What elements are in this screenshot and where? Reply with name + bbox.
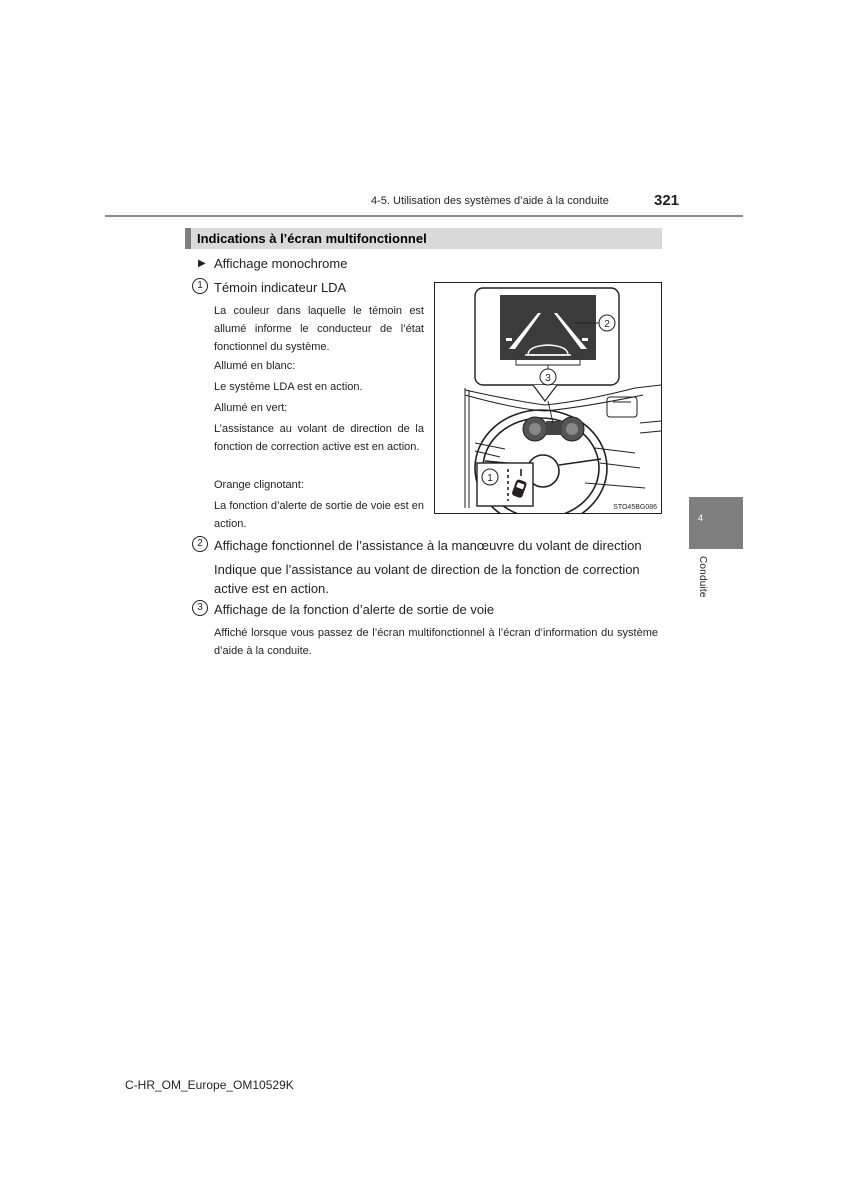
item-2-text: Indique que l’assistance au volant de direction de la fonction de correction active est en action. [214, 562, 640, 596]
page-number: 321 [654, 192, 680, 209]
header-rule [105, 215, 743, 217]
item-3-text: Affiché lorsque vous passez de l’écran multifonctionnel à l’écran d’information du système d’aide à la conduite. [214, 627, 658, 657]
item-1-text-green: L’assistance au volant de direction de la fonction de correction active est en action. [214, 423, 424, 453]
mid-screen [500, 295, 596, 360]
section-heading-accent [185, 228, 191, 249]
dashboard-figure [434, 282, 662, 514]
callout-2-label: 2 [604, 319, 610, 330]
section-heading-title: Indications à l’écran multifonctionnel [197, 231, 427, 246]
bullet-text: Affichage monochrome [214, 256, 348, 271]
item-3-title: Affichage de la fonction d’alerte de sortie de voie [214, 602, 495, 617]
section-heading [185, 228, 662, 249]
item-1-label-orange: Orange clignotant: [214, 479, 304, 491]
figure-code: STO45BG086 [613, 504, 657, 511]
item-1-marker: 1 [192, 278, 208, 294]
callout-1-label: 1 [487, 473, 493, 484]
dashboard-illustration [435, 283, 661, 513]
item-2-marker: 2 [192, 536, 208, 552]
chapter-tab-label: Conduite [697, 556, 708, 598]
callout-3-label: 3 [545, 373, 551, 384]
item-1-label-green: Allumé en vert: [214, 402, 288, 414]
instrument-cluster [523, 417, 584, 441]
item-1-text-white: Le système LDA est en action. [214, 381, 363, 393]
item-1-paragraph: La couleur dans laquelle le témoin est allumé informe le conducteur de l’état fonctionnel du système. [214, 305, 424, 353]
header-section-title: 4-5. Utilisation des systèmes d’aide à la conduite [371, 195, 609, 207]
chapter-tab-number: 4 [698, 513, 704, 523]
item-1-text-orange: La fonction d’alerte de sortie de voie est en action. [214, 500, 424, 530]
item-1-label-white: Allumé en blanc: [214, 360, 296, 372]
item-2-title: Affichage fonctionnel de l’assistance à la manœuvre du volant de direction [214, 538, 642, 553]
item-3-marker: 3 [192, 600, 208, 616]
footer-document-id: C-HR_OM_Europe_OM10529K [125, 1078, 294, 1092]
chapter-tab [689, 497, 743, 549]
item-1-title: Témoin indicateur LDA [214, 280, 347, 295]
bullet-arrow-icon: ▶ [198, 258, 206, 269]
